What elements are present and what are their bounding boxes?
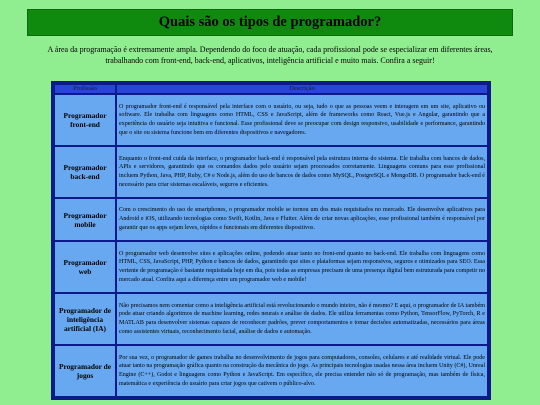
- profession-cell: Programador front-end: [55, 95, 115, 145]
- profession-cell: Programador back-end: [55, 147, 115, 197]
- table-row: [55, 147, 487, 197]
- description-cell: Por sua vez, o programador de games trabalha no desenvolvimento de jogos para computadores, consoles, celulares e até realidade virtual. Ele pode atuar tanto na programação gráfica quanto na construção da mecânica do jogo. As principais tecnologias usadas nessa área incluem Unity (C#), Unreal Engine (C++), Godot e linguagens como Python e JavaScript. Em específico, ele precisa entender não só de programação, mas também de física, matemática e experiência do usuário para criar jogos que cativem o público-alvo.: [117, 346, 487, 396]
- description-cell: Enquanto o front-end cuida da interface, o programador back-end é responsável pela estrutura interna do sistema. Ele trabalha com bancos de dados, APIs e servidores, garantindo que os comandos dados pelo usuário sejam processados corretamente. Linguagens comuns para esse profissional incluem Python, Java, PHP, Ruby, C# e Node.js, além do uso de bancos de dados como MySQL, PostgreSQL e MongoDB. O programador back-end é necessário para criar sistemas escaláveis, seguros e eficientes.: [117, 147, 487, 197]
- table-row: [55, 95, 487, 145]
- intro-paragraph: A área da programação é extremamente ampla. Dependendo do foco de atuação, cada profissional pode se especializar em diferentes áreas, trabalhando com front-end, back-end, aplicativos, inteligência artificial e muito mais. Confira a seguir!: [47, 45, 493, 65]
- profession-cell: Programador mobile: [55, 199, 115, 240]
- title-banner: [27, 9, 513, 36]
- page-title: Quais são os tipos de programador?: [158, 14, 382, 30]
- table-row: [55, 199, 487, 240]
- table-row: [55, 242, 487, 292]
- profession-cell: Programador de jogos: [55, 346, 115, 396]
- column-header-description: Descrição: [117, 85, 487, 93]
- description-cell: Com o crescimento do uso de smartphones, o programador mobile se tornou um dos mais requisitados no mercado. Ele desenvolve aplicativos para Android e iOS, utilizando tecnologias como Swift, Kotlin, Java e Flutter. Além de criar novas aplicações, esse profissional também é responsável por garantir que os apps sejam leves, rápidos e funcionais em diferentes dispositivos.: [117, 199, 487, 240]
- description-cell: Não precisamos nem comentar como a inteligência artificial está revolucionando o mundo inteiro, não é mesmo? E aqui, o programador de IA também pode atuar criando algoritmos de machine learning, redes neurais e análise de dados. Ele utiliza ferramentas como Python, TensorFlow, PyTorch, R e MATLAB para desenvolver sistemas capazes de reconhecer padrões, prever comportamentos e tomar decisões automatizadas, necessários para áreas como assistentes virtuais, reconhecimento facial, análise de dados e automação.: [117, 294, 487, 344]
- table-row: [55, 346, 487, 396]
- profession-cell: Programador web: [55, 242, 115, 292]
- description-cell: O programador front-end é responsável pela interface com o usuário, ou seja, tudo o que as pessoas veem e interagem em um site, aplicativo ou software. Ele trabalha com linguagens como HTML, CSS e JavaScript, além de frameworks como React, Vue.js e Angular, garantindo que a experiência do usuário seja intuitiva e funcional. Esse profissional deve se preocupar com design responsivo, usabilidade e performance, garantindo que o site ou sistema funcione bem em diferentes dispositivos e navegadores.: [117, 95, 487, 145]
- table-header-row: [55, 85, 487, 93]
- professions-table-frame: [51, 81, 491, 400]
- professions-table: [53, 83, 489, 398]
- table-row: [55, 294, 487, 344]
- column-header-profession: Profissão: [55, 85, 115, 93]
- description-cell: O programador web desenvolve sites e aplicações online, podendo atuar tanto no front-end quanto no back-end. Ele trabalha com linguagens como HTML, CSS, JavaScript, PHP, Python e bancos de dados, garantindo que sites e plataformas sejam responsivos, seguros e otimizados para SEO. Essa vertente de programação é bastante requisitada hoje em dia, pois todas as empresas precisam de uma presença digital bem estruturada para competir no mercado atual. Confira aqui a diferença entre um programador web e mobile!: [117, 242, 487, 292]
- profession-cell: Programador de inteligência artificial (IA): [55, 294, 115, 344]
